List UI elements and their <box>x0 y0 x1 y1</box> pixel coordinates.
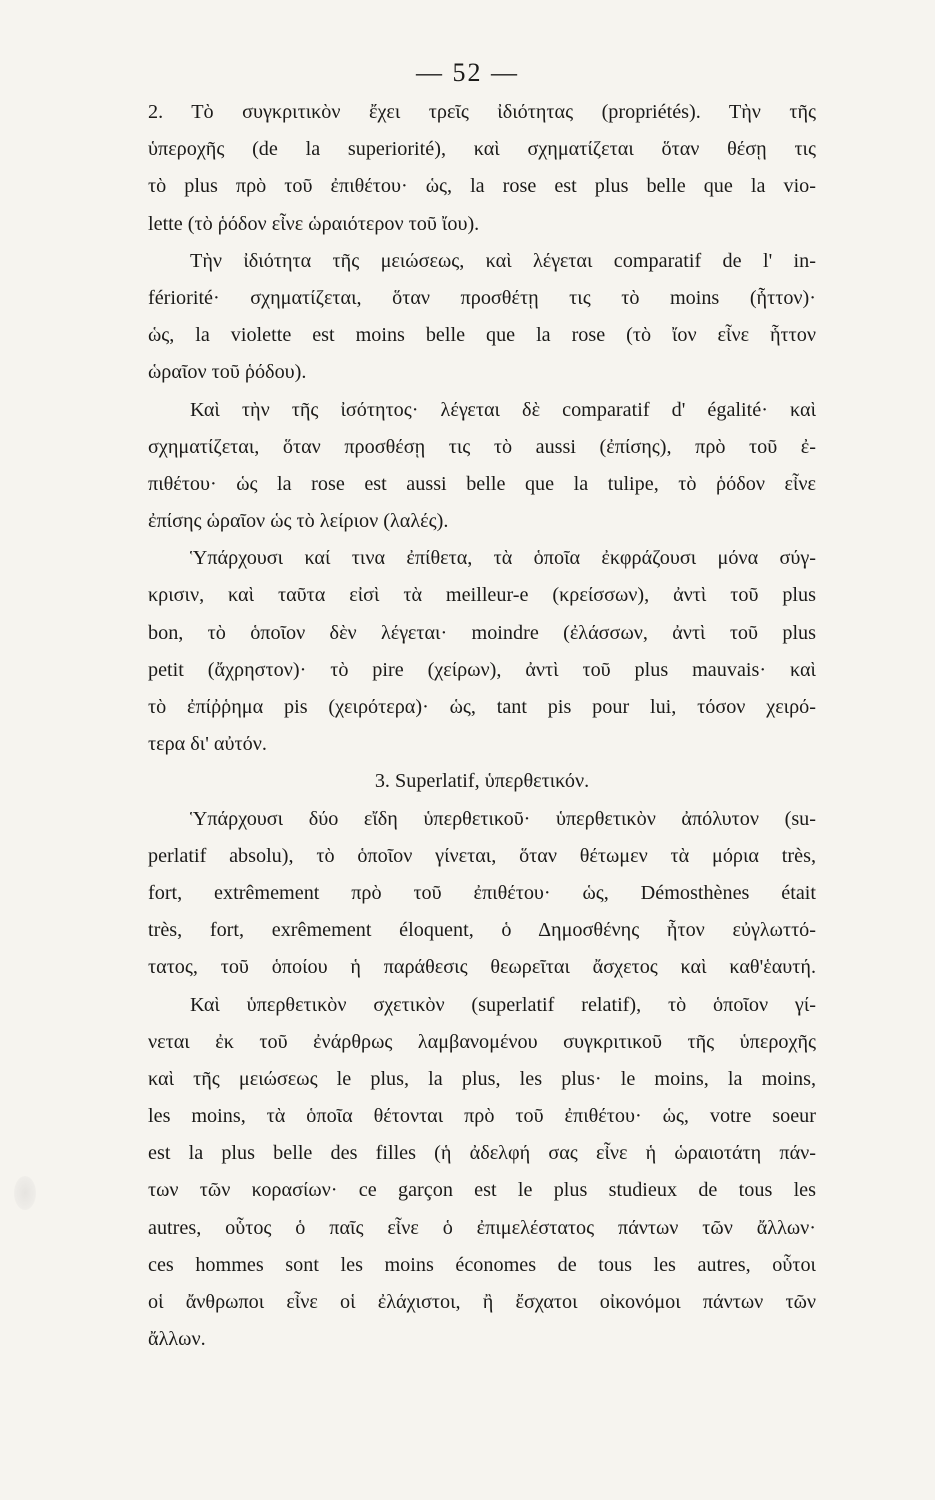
text-line: autres, οὗτος ὁ παῖς εἶνε ὁ ἐπιμελέστατος πάντων τῶν ἄλλων· <box>148 1216 816 1239</box>
text-line: καὶ τῆς μειώσεως le plus, la plus, les plus· le moins, la moins, <box>148 1067 816 1090</box>
text-line: πιθέτου· ὡς la rose est aussi belle que la tulipe, τὸ ῥόδον εἶνε <box>148 472 816 495</box>
section-heading: 3. Superlatif, ὑπερθετικόν. <box>374 770 590 793</box>
text-line: très, fort, exrêmement éloquent, ὁ Δημοσθένης ἦτον εὐγλωττό- <box>148 919 816 942</box>
text-line: ἐπίσης ὡραῖον ὡς τὸ λείριον (λαλές). <box>148 510 449 533</box>
text-line: Τὴν ἰδιότητα τῆς μειώσεως, καὶ λέγεται comparatif de l' in- <box>190 249 816 272</box>
text-line: των τῶν κορασίων· ce garçon est le plus studieux de tous les <box>148 1179 816 1202</box>
text-line: petit (ἄχρηστον)· τὸ pire (χείρων), ἀντὶ τοῦ plus mauvais· καὶ <box>148 658 816 681</box>
text-line: τατος, τοῦ ὁποίου ἡ παράθεσις θεωρεῖται ἄσχετος καὶ καθ'ἑαυτή. <box>148 956 816 979</box>
text-line: Καὶ ὑπερθετικὸν σχετικὸν (superlatif relatif), τὸ ὁποῖον γί- <box>190 993 816 1016</box>
body-text <box>148 94 816 1358</box>
text-line: Ὑπάρχουσι δύο εἴδη ὑπερθετικοῦ· ὑπερθετικὸν ἀπόλυτον (su- <box>190 807 816 830</box>
page-number: — 52 — <box>416 58 519 87</box>
text-line: τὸ ἐπίῤῥημα pis (χειρότερα)· ὡς, tant pis pour lui, τόσον χειρό- <box>148 696 816 718</box>
text-line: ces hommes sont les moins économes de tous les autres, οὗτοι <box>148 1253 816 1276</box>
text-line: ὡραῖον τοῦ ῥόδου). <box>148 361 307 384</box>
text-line: ὡς, la violette est moins belle que la rose (τὸ ἴον εἶνε ἧττον <box>148 324 816 347</box>
text-line: ὑπεροχῆς (de la superiorité), καὶ σχηματίζεται ὅταν θέσῃ τις <box>148 138 816 161</box>
text-line: perlatif absolu), τὸ ὁποῖον γίνεται, ὅταν θέτωμεν τὰ μόρια très, <box>148 844 816 867</box>
text-line: 2. Τὸ συγκριτικὸν ἔχει τρεῖς ἰδιότητας (propriétés). Τὴν τῆς <box>148 101 816 123</box>
text-line: οἱ ἄνθρωποι εἶνε οἱ ἐλάχιστοι, ἢ ἔσχατοι οἰκονόμοι πάντων τῶν <box>148 1291 816 1313</box>
text-line: est la plus belle des filles (ἡ ἀδελφή σας εἶνε ἡ ὡραιοτάτη πάν- <box>148 1142 816 1165</box>
text-line: νεται ἐκ τοῦ ἐνάρθρως λαμβανομένου συγκριτικοῦ τῆς ὑπεροχῆς <box>148 1030 816 1053</box>
text-line: bon, τὸ ὁποῖον δὲν λέγεται· moindre (ἐλάσσων, ἀντὶ τοῦ plus <box>148 621 816 644</box>
text-line: ἄλλων. <box>148 1328 206 1351</box>
text-line: τὸ plus πρὸ τοῦ ἐπιθέτου· ὡς, la rose est plus belle que la vio- <box>148 175 816 198</box>
text-line: fort, extrêmement πρὸ τοῦ ἐπιθέτου· ὡς, Démosthènes était <box>148 881 816 904</box>
text-line: σχηματίζεται, ὅταν προσθέσῃ τις τὸ aussi (ἐπίσης), πρὸ τοῦ ἐ- <box>148 435 816 458</box>
text-line: Ὑπάρχουσι καί τινα ἐπίθετα, τὰ ὁποῖα ἐκφράζουσι μόνα σύγ- <box>190 547 816 570</box>
text-line: κρισιν, καὶ ταῦτα εἰσὶ τὰ meilleur-e (κρείσσων), ἀντὶ τοῦ plus <box>148 584 816 607</box>
text-line: fériorité· σχηματίζεται, ὅταν προσθέτῃ τις τὸ moins (ἧττον)· <box>148 286 816 309</box>
text-line: τερα δι' αὐτόν. <box>148 733 267 756</box>
text-line: lette (τὸ ῥόδον εἶνε ὡραιότερον τοῦ ἴου). <box>148 212 480 235</box>
binding-hole-mark <box>14 1176 36 1210</box>
text-line: les moins, τὰ ὁποῖα θέτονται πρὸ τοῦ ἐπιθέτου· ὡς, votre soeur <box>148 1105 816 1128</box>
text-line: Καὶ τὴν τῆς ἰσότητος· λέγεται δὲ comparatif d' égalité· καὶ <box>190 398 816 421</box>
